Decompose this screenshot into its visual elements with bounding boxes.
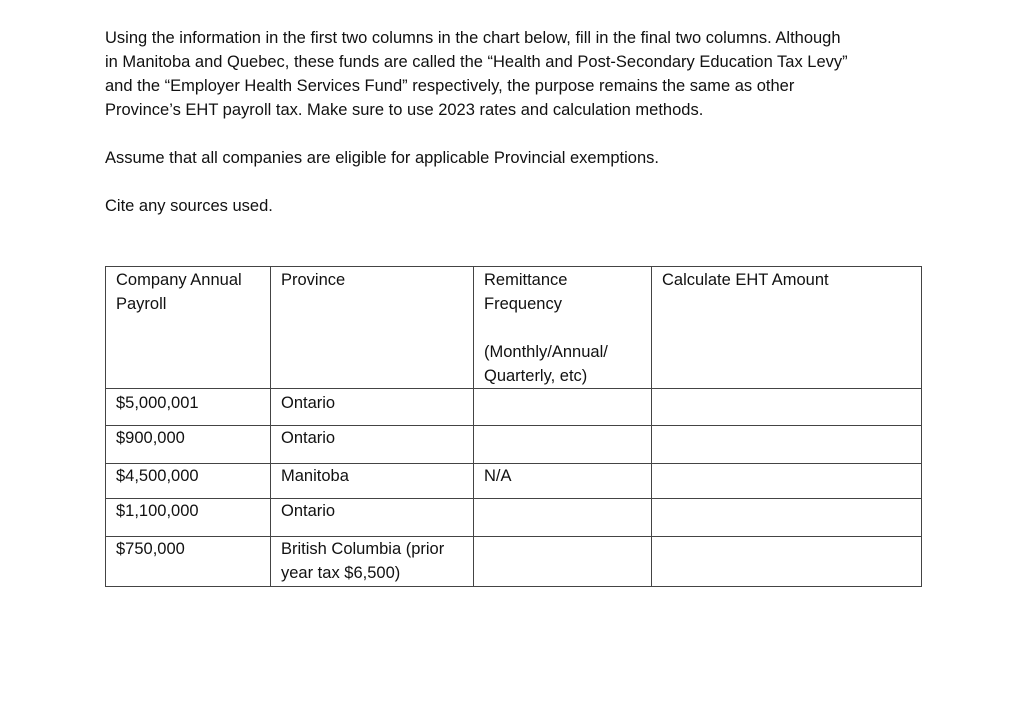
payroll-cell: $4,500,000 (106, 464, 271, 499)
frequency-cell[interactable]: N/A (474, 464, 652, 499)
province-cell: Ontario (271, 426, 474, 464)
frequency-cell[interactable] (474, 426, 652, 464)
eht-amount-cell[interactable] (652, 464, 922, 499)
province-cell: British Columbia (prior year tax $6,500) (271, 537, 474, 587)
frequency-cell[interactable] (474, 537, 652, 587)
header-eht-amount: Calculate EHT Amount (652, 267, 922, 389)
header-payroll: Company Annual Payroll (106, 267, 271, 389)
table-row (106, 389, 922, 426)
eht-amount-cell[interactable] (652, 389, 922, 426)
payroll-cell: $900,000 (106, 426, 271, 464)
province-cell: Manitoba (271, 464, 474, 499)
instructions-paragraph-1: Using the information in the first two columns in the chart below, fill in the final two columns. Although in Manitoba and Quebec, these funds are called the “Health and Post-Secondary Education Tax Levy” and the “Employer Health Services Fund” respectively, the purpose remains the same as other Province’s EHT payroll tax. Make sure to use 2023 rates and calculation methods. (105, 29, 848, 119)
header-province: Province (271, 267, 474, 389)
table-header-row (106, 267, 922, 389)
eht-amount-cell[interactable] (652, 499, 922, 537)
eht-amount-cell[interactable] (652, 426, 922, 464)
instructions-paragraph-3: Cite any sources used. (105, 197, 273, 215)
eht-amount-cell[interactable] (652, 537, 922, 587)
frequency-cell[interactable] (474, 389, 652, 426)
payroll-cell: $5,000,001 (106, 389, 271, 426)
payroll-cell: $1,100,000 (106, 499, 271, 537)
eht-table (105, 266, 922, 587)
table-row (106, 537, 922, 587)
instructions (105, 26, 945, 218)
province-cell: Ontario (271, 499, 474, 537)
table-row (106, 464, 922, 499)
province-cell: Ontario (271, 389, 474, 426)
payroll-cell: $750,000 (106, 537, 271, 587)
table-row (106, 426, 922, 464)
instructions-paragraph-2: Assume that all companies are eligible for applicable Provincial exemptions. (105, 149, 659, 167)
header-frequency: Remittance Frequency (Monthly/Annual/ Quarterly, etc) (474, 267, 652, 389)
frequency-cell[interactable] (474, 499, 652, 537)
table-row (106, 499, 922, 537)
